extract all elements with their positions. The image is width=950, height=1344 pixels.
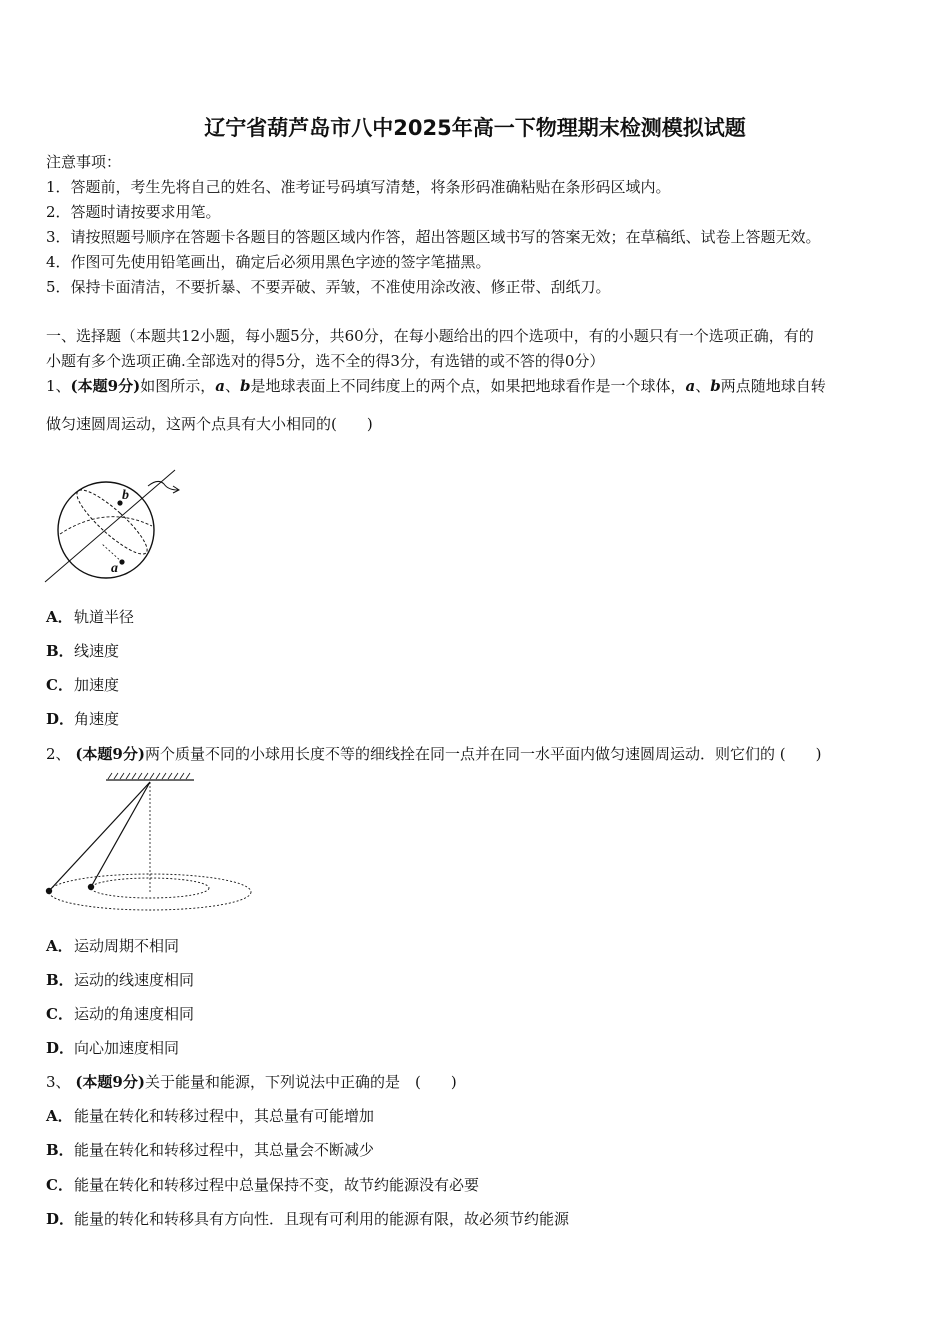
question-1-text-a: 如图所示，	[140, 377, 216, 395]
option-text: 加速度	[74, 676, 120, 694]
notes-item-3: 3．请按照题号顺序在答题卡各题目的答题区域内作答，超出答题区域书写的答案无效；在草稿纸、试卷上答题无效。	[46, 228, 821, 246]
page-title: 辽宁省葫芦岛市八中2025年高一下物理期末检测模拟试题	[204, 116, 746, 140]
question-3-stem	[46, 1072, 457, 1092]
option-text: 运动的线速度相同	[74, 971, 195, 989]
figure-label-a: a	[111, 561, 118, 576]
question-2-option-c[interactable]	[46, 1004, 194, 1024]
section-header-line-1: 一、选择题（本题共12小题，每小题5分，共60分，在每小题给出的四个选项中，有的小题只有一个选项正确，有的	[46, 327, 814, 345]
option-letter: C．	[46, 1005, 73, 1023]
option-text: 角速度	[74, 710, 120, 728]
notes-item-4: 4．作图可先使用铅笔画出，确定后必须用黑色字迹的签字笔描黑。	[46, 253, 491, 271]
question-1-number: 1、	[46, 377, 71, 395]
figure-label-b: b	[122, 488, 129, 503]
inner-orbit	[91, 878, 209, 898]
question-3-option-c[interactable]	[46, 1175, 479, 1195]
separator: 、	[695, 377, 711, 395]
question-3-option-b[interactable]	[46, 1140, 374, 1160]
option-text: 运动周期不相同	[74, 937, 180, 955]
question-1-score: (本题9分)	[70, 377, 141, 395]
option-text: 能量的转化和转移具有方向性．且现有可利用的能源有限，故必须节约能源	[74, 1210, 570, 1228]
ceiling-hatch	[108, 773, 190, 779]
rotation-axis	[45, 470, 175, 582]
question-2-option-a[interactable]	[46, 936, 179, 956]
point-a-label: a	[685, 377, 696, 395]
question-3-option-a[interactable]	[46, 1106, 374, 1126]
option-letter: A．	[46, 608, 73, 626]
question-3-score: (本题9分)	[75, 1073, 145, 1091]
notes-item-1: 1．答题前，考生先将自己的姓名、准考证号码填写清楚，将条形码准确粘贴在条形码区域内。	[46, 178, 671, 196]
question-2-number: 2、	[46, 745, 71, 763]
section-header-line-2: 小题有多个选项正确.全部选对的得5分，选不全的得3分，有选错的或不答的得0分）	[46, 352, 605, 370]
question-2-text: 两个质量不同的小球用长度不等的细线拴在同一点并在同一水平面内做匀速圆周运动．则它们的 ( )	[144, 745, 822, 763]
question-2-option-d[interactable]	[46, 1038, 179, 1058]
question-2-option-b[interactable]	[46, 970, 194, 990]
notes-heading: 注意事项：	[46, 153, 122, 171]
earth-rotation-figure	[40, 464, 190, 590]
option-letter: B．	[46, 642, 74, 660]
rotation-arrow	[148, 481, 178, 490]
option-text: 能量在转化和转移过程中总量保持不变，故节约能源没有必要	[74, 1176, 480, 1194]
point-a-label: a	[215, 377, 225, 395]
option-text: 运动的角速度相同	[74, 1005, 195, 1023]
option-letter: A．	[46, 937, 73, 955]
question-1-text-c: 两点随地球自转	[720, 377, 826, 395]
option-text: 能量在转化和转移过程中，其总量会不断减少	[74, 1141, 375, 1159]
question-1-option-c[interactable]	[46, 675, 119, 695]
question-1-option-b[interactable]	[46, 641, 119, 661]
ball-inner	[88, 884, 94, 890]
conical-pendulum-figure	[40, 770, 260, 918]
point-b-label: b	[239, 377, 251, 395]
question-3-text: 关于能量和能源，下列说法中正确的是 ( )	[144, 1073, 457, 1091]
question-3-number: 3、	[46, 1073, 71, 1091]
option-letter: D．	[46, 1039, 75, 1057]
question-3-option-d[interactable]	[46, 1209, 569, 1229]
option-text: 向心加速度相同	[74, 1039, 180, 1057]
option-text: 轨道半径	[74, 608, 135, 626]
notes-item-5: 5．保持卡面清洁，不要折暴、不要弄破、弄皱，不准使用涂改液、修正带、刮纸刀。	[46, 278, 611, 296]
question-1-option-a[interactable]	[46, 607, 134, 627]
ball-outer	[46, 888, 52, 894]
option-letter: B．	[46, 1141, 74, 1159]
separator: 、	[224, 377, 240, 395]
question-1-option-d[interactable]	[46, 709, 119, 729]
question-2-stem	[46, 744, 821, 764]
option-letter: C．	[46, 1176, 73, 1194]
option-letter: D．	[46, 1210, 75, 1228]
question-1-stem	[46, 376, 826, 396]
point-b-label: b	[710, 377, 721, 395]
notes-item-2: 2．答题时请按要求用笔。	[46, 203, 221, 221]
option-letter: C．	[46, 676, 73, 694]
question-1-text-b: 是地球表面上不同纬度上的两个点，如果把地球看作是一个球体，	[250, 377, 686, 395]
long-string	[49, 782, 150, 891]
option-letter: A．	[46, 1107, 73, 1125]
option-text: 能量在转化和转移过程中，其总量有可能增加	[74, 1107, 375, 1125]
equator-line	[60, 517, 152, 534]
option-letter: D．	[46, 710, 75, 728]
option-letter: B．	[46, 971, 74, 989]
question-1-stem-line-2: 做匀速圆周运动，这两个点具有大小相同的( )	[46, 415, 373, 433]
short-string	[91, 782, 150, 887]
option-text: 线速度	[74, 642, 120, 660]
question-2-score: (本题9分)	[75, 745, 145, 763]
